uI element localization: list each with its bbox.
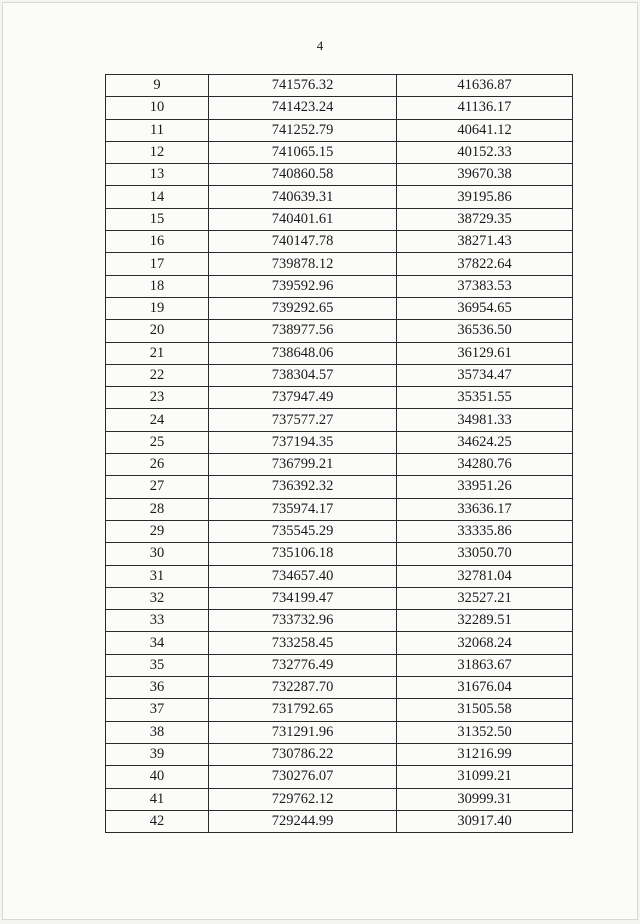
y-coordinate-cell: 36954.65 [397,297,573,319]
y-coordinate-cell: 30917.40 [397,810,573,832]
point-number-cell: 26 [106,454,209,476]
point-number-cell: 35 [106,654,209,676]
x-coordinate-cell: 738304.57 [209,364,397,386]
point-number-cell: 21 [106,342,209,364]
x-coordinate-cell: 734199.47 [209,587,397,609]
table-row [106,632,573,654]
point-number-cell: 9 [106,75,209,97]
x-coordinate-cell: 729762.12 [209,788,397,810]
table-row [106,320,573,342]
table-row [106,431,573,453]
y-coordinate-cell: 31505.58 [397,699,573,721]
y-coordinate-cell: 39670.38 [397,164,573,186]
point-number-cell: 39 [106,743,209,765]
y-coordinate-cell: 32068.24 [397,632,573,654]
table-row [106,119,573,141]
x-coordinate-cell: 731291.96 [209,721,397,743]
table-row [106,699,573,721]
x-coordinate-cell: 740860.58 [209,164,397,186]
table-row [106,788,573,810]
point-number-cell: 40 [106,766,209,788]
table-row [106,810,573,832]
table-row [106,654,573,676]
table-row [106,387,573,409]
point-number-cell: 10 [106,97,209,119]
x-coordinate-cell: 733258.45 [209,632,397,654]
y-coordinate-cell: 37822.64 [397,253,573,275]
y-coordinate-cell: 40152.33 [397,141,573,163]
table-row [106,677,573,699]
x-coordinate-cell: 741252.79 [209,119,397,141]
point-number-cell: 22 [106,364,209,386]
table-row [106,520,573,542]
table-row [106,543,573,565]
x-coordinate-cell: 729244.99 [209,810,397,832]
x-coordinate-cell: 739292.65 [209,297,397,319]
point-number-cell: 37 [106,699,209,721]
y-coordinate-cell: 41636.87 [397,75,573,97]
point-number-cell: 32 [106,587,209,609]
table-row [106,253,573,275]
y-coordinate-cell: 32527.21 [397,587,573,609]
y-coordinate-cell: 33636.17 [397,498,573,520]
point-number-cell: 33 [106,610,209,632]
x-coordinate-cell: 739592.96 [209,275,397,297]
x-coordinate-cell: 741423.24 [209,97,397,119]
y-coordinate-cell: 34981.33 [397,409,573,431]
point-number-cell: 36 [106,677,209,699]
x-coordinate-cell: 741576.32 [209,75,397,97]
x-coordinate-cell: 735974.17 [209,498,397,520]
y-coordinate-cell: 34624.25 [397,431,573,453]
table-row [106,565,573,587]
table-row [106,186,573,208]
x-coordinate-cell: 739878.12 [209,253,397,275]
table-row [106,610,573,632]
point-number-cell: 29 [106,520,209,542]
point-number-cell: 14 [106,186,209,208]
table-row [106,164,573,186]
x-coordinate-cell: 735106.18 [209,543,397,565]
y-coordinate-cell: 35351.55 [397,387,573,409]
y-coordinate-cell: 35734.47 [397,364,573,386]
x-coordinate-cell: 733732.96 [209,610,397,632]
y-coordinate-cell: 33951.26 [397,476,573,498]
x-coordinate-cell: 732287.70 [209,677,397,699]
x-coordinate-cell: 740639.31 [209,186,397,208]
table-row [106,587,573,609]
table-row [106,342,573,364]
point-number-cell: 17 [106,253,209,275]
y-coordinate-cell: 37383.53 [397,275,573,297]
table-row [106,454,573,476]
table-row [106,721,573,743]
table-row [106,498,573,520]
point-number-cell: 20 [106,320,209,342]
y-coordinate-cell: 34280.76 [397,454,573,476]
x-coordinate-cell: 740401.61 [209,208,397,230]
x-coordinate-cell: 738977.56 [209,320,397,342]
x-coordinate-cell: 740147.78 [209,231,397,253]
x-coordinate-cell: 737947.49 [209,387,397,409]
point-number-cell: 31 [106,565,209,587]
y-coordinate-cell: 36129.61 [397,342,573,364]
y-coordinate-cell: 38271.43 [397,231,573,253]
y-coordinate-cell: 41136.17 [397,97,573,119]
table-body [106,75,573,833]
y-coordinate-cell: 31216.99 [397,743,573,765]
point-number-cell: 16 [106,231,209,253]
x-coordinate-cell: 730276.07 [209,766,397,788]
table-row [106,275,573,297]
point-number-cell: 24 [106,409,209,431]
point-number-cell: 12 [106,141,209,163]
point-number-cell: 34 [106,632,209,654]
point-number-cell: 27 [106,476,209,498]
x-coordinate-cell: 735545.29 [209,520,397,542]
y-coordinate-cell: 32289.51 [397,610,573,632]
table-row [106,231,573,253]
x-coordinate-cell: 741065.15 [209,141,397,163]
document-page [2,2,638,920]
table-row [106,743,573,765]
y-coordinate-cell: 39195.86 [397,186,573,208]
y-coordinate-cell: 36536.50 [397,320,573,342]
y-coordinate-cell: 38729.35 [397,208,573,230]
x-coordinate-cell: 738648.06 [209,342,397,364]
y-coordinate-cell: 40641.12 [397,119,573,141]
point-number-cell: 19 [106,297,209,319]
point-number-cell: 23 [106,387,209,409]
y-coordinate-cell: 31099.21 [397,766,573,788]
y-coordinate-cell: 31863.67 [397,654,573,676]
y-coordinate-cell: 31352.50 [397,721,573,743]
coordinate-table [105,74,573,833]
y-coordinate-cell: 33050.70 [397,543,573,565]
point-number-cell: 15 [106,208,209,230]
point-number-cell: 30 [106,543,209,565]
x-coordinate-cell: 731792.65 [209,699,397,721]
table-row [106,409,573,431]
y-coordinate-cell: 30999.31 [397,788,573,810]
x-coordinate-cell: 736392.32 [209,476,397,498]
y-coordinate-cell: 33335.86 [397,520,573,542]
x-coordinate-cell: 732776.49 [209,654,397,676]
y-coordinate-cell: 32781.04 [397,565,573,587]
page-number: 4 [316,38,324,53]
x-coordinate-cell: 734657.40 [209,565,397,587]
table-row [106,75,573,97]
point-number-cell: 13 [106,164,209,186]
x-coordinate-cell: 737194.35 [209,431,397,453]
point-number-cell: 18 [106,275,209,297]
table-row [106,476,573,498]
table-row [106,297,573,319]
point-number-cell: 42 [106,810,209,832]
x-coordinate-cell: 736799.21 [209,454,397,476]
point-number-cell: 41 [106,788,209,810]
point-number-cell: 28 [106,498,209,520]
y-coordinate-cell: 31676.04 [397,677,573,699]
x-coordinate-cell: 730786.22 [209,743,397,765]
table-row [106,364,573,386]
point-number-cell: 38 [106,721,209,743]
table-row [106,141,573,163]
x-coordinate-cell: 737577.27 [209,409,397,431]
table-row [106,97,573,119]
table-row [106,208,573,230]
table-row [106,766,573,788]
point-number-cell: 25 [106,431,209,453]
point-number-cell: 11 [106,119,209,141]
